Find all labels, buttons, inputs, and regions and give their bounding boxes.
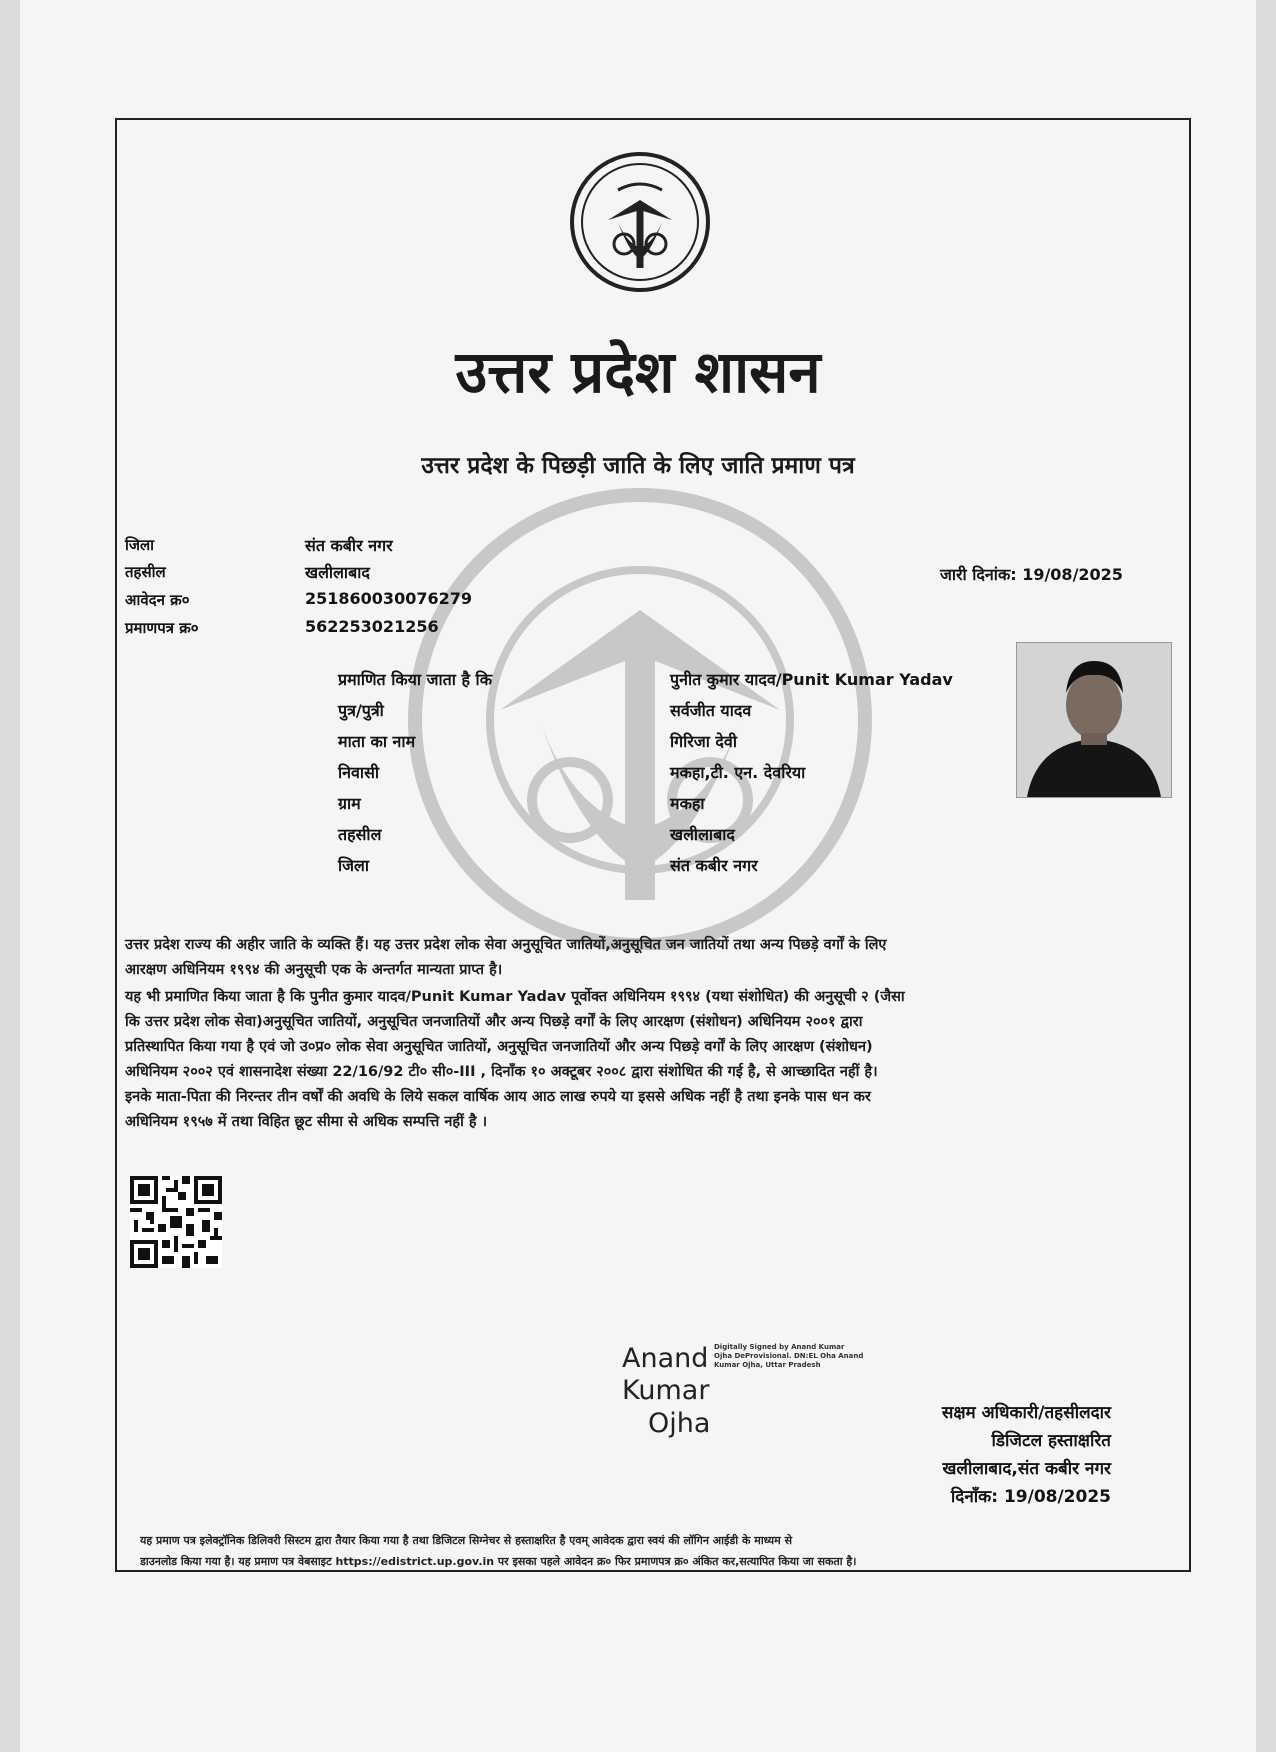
district-value: संत कबीर नगर (305, 536, 393, 555)
detail-label: जिला (338, 856, 370, 875)
detail-value: संत कबीर नगर (670, 856, 758, 875)
detail-value: खलीलाबाद (670, 825, 735, 844)
applicant-photo (1016, 642, 1172, 798)
body-paragraph-1: उत्तर प्रदेश राज्य की अहीर जाति के व्यक्ति हैं। यह उत्तर प्रदेश लोक सेवा अनुसूचित जातियों,अनुसूचित जन जातियों तथा अन्य पिछड़े वर्गों के लिए आरक्षण अधिनियम १९९४ की अनुसूची एक के अन्तर्गत मान्यता प्राप्त है। (125, 937, 887, 978)
detail-label: प्रमाणित किया जाता है कि (338, 670, 492, 689)
authority-sign-type: डिजिटल हस्ताक्षरित (991, 1431, 1111, 1451)
footer-line-2: डाउनलोड किया गया है। यह प्रमाण पत्र वेबसाइट https://edistrict.up.gov.in पर इसका पहले आवेदन क्र० फिर प्रमाणपत्र क्र० अंकित कर,सत्यापित किया जा सकता है। (140, 1555, 857, 1568)
detail-label: पुत्र/पुत्री (338, 701, 384, 720)
authority-title: सक्षम अधिकारी/तहसीलदार (941, 1403, 1111, 1423)
detail-value: पुनीत कुमार यादव/Punit Kumar Yadav (670, 670, 953, 689)
authority-location: खलीलाबाद,संत कबीर नगर (942, 1459, 1111, 1479)
body-paragraph-2: यह भी प्रमाणित किया जाता है कि पुनीत कुमार यादव/Punit Kumar Yadav पूर्वोक्त अधिनियम १९९४ (यथा संशोधित) की अनुसूची २ (जैसा कि उत्तर प्रदेश लोक सेवा)अनुसूचित जातियों, अनुसूचित जनजातियों और अन्य पिछड़े वर्गों के लिए आरक्षण (संशोधन) अधिनियम २००१ द्वारा प्रतिस्थापित किया गया है एवं जो उ०प्र० लोक सेवा अनुसूचित जातियों, अनुसूचित जनजातियों और अन्य पिछड़े वर्गों के लिए आरक्षण (संशोधन) अधिनियम २००२ एवं शासनादेश संख्या 22/16/92 टी० सी०-III , दिनाँक १० अक्टूबर २००८ द्वारा संशोधित की गई है, से आच्छादित नहीं है। इनके माता-पिता की निरन्तर तीन वर्षों की अवधि के लिये सकल वार्षिक आय आठ लाख रुपये या इससे अधिक नहीं है तथा इनके पास धन कर अधिनियम १९५७ में तथा विहित छूट सीमा से अधिक सम्पत्ति नहीं है । (125, 989, 905, 1130)
detail-value: मकहा,टी. एन. देवरिया (670, 763, 806, 782)
signer-name-line3: Ojha (648, 1408, 711, 1439)
tehsil-label: तहसील (125, 563, 166, 581)
authority-date: दिनाँक: 19/08/2025 (950, 1487, 1111, 1507)
tehsil-value: खलीलाबाद (305, 563, 370, 582)
detail-label: निवासी (338, 763, 380, 782)
up-government-emblem (568, 150, 712, 294)
footer-line-1: यह प्रमाण पत्र इलेक्ट्रॉनिक डिलिवरी सिस्टम द्वारा तैयार किया गया है तथा डिजिटल सिग्नेचर से हस्ताक्षरित है एवम् आवेदक द्वारा स्वयं की लॉगिन आईडी के माध्यम से (140, 1534, 793, 1547)
certificate-no-value: 562253021256 (305, 617, 439, 636)
certificate-no-label: प्रमाणपत्र क्र० (125, 619, 199, 637)
qr-code (130, 1176, 222, 1268)
application-no-label: आवेदन क्र० (125, 591, 190, 609)
detail-label: तहसील (338, 825, 382, 844)
emblem-watermark (350, 480, 930, 950)
certificate-subtitle: उत्तर प्रदेश के पिछड़ी जाति के लिए जाति प्रमाण पत्र (421, 453, 855, 479)
signer-name-line2: Kumar (622, 1375, 710, 1406)
certificate-paper (20, 0, 1256, 1752)
application-no-value: 251860030076279 (305, 589, 472, 608)
page-title: उत्तर प्रदेश शासन (455, 338, 821, 406)
signer-name-line1: Anand (622, 1343, 709, 1374)
detail-label: माता का नाम (338, 732, 416, 751)
detail-label: ग्राम (338, 794, 361, 813)
district-label: जिला (125, 536, 155, 554)
detail-value: मकहा (670, 794, 705, 813)
issue-date: जारी दिनांक: 19/08/2025 (940, 565, 1123, 584)
detail-value: गिरिजा देवी (670, 732, 737, 751)
digital-signature-note: Digitally Signed by Anand Kumar Ojha DeProvisional. DN:EL Oha Anand Kumar Ojha, Uttar Pradesh (714, 1343, 864, 1369)
detail-value: सर्वजीत यादव (670, 701, 752, 720)
